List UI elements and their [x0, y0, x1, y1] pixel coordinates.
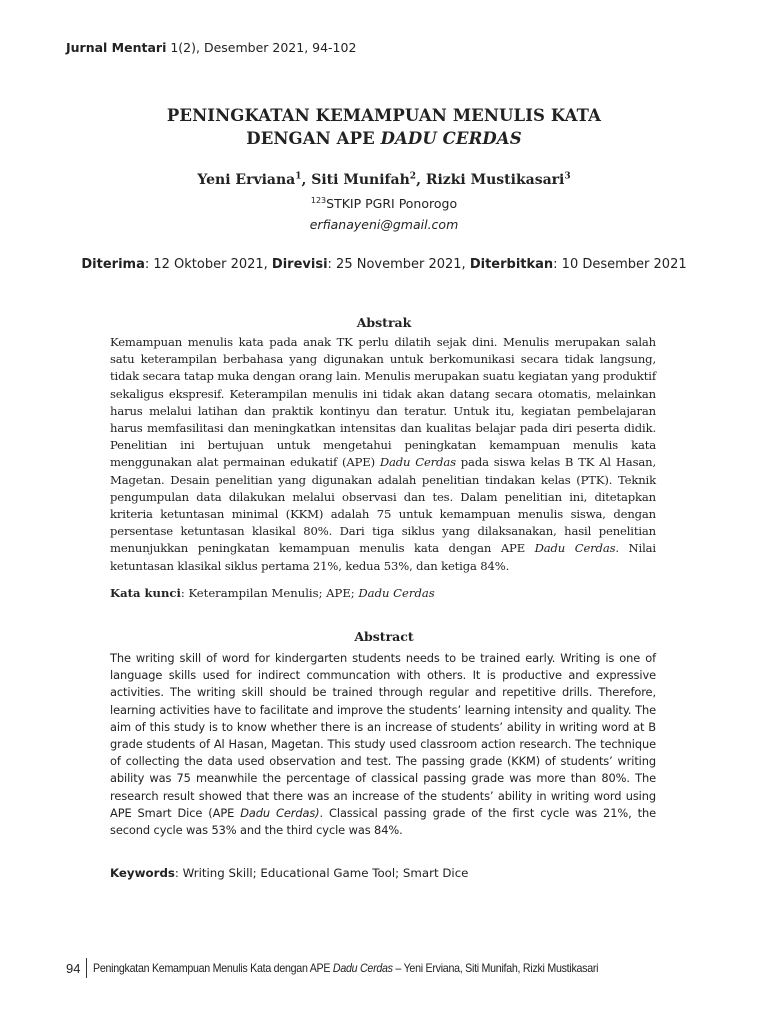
- abstrak-text-2: pada siswa kelas B TK Al Hasan, Magetan. Desain penelitian yang digunakan adalah penelitian tindakan kelas (PTK). Teknik pengumpulan data dilakukan melalui observasi dan tes. Dalam penelitian ini, ditetapkan kriteria ketuntasan minimal (KKM) adalah 75 untuk kemampuan menulis siswa, dengan persentase ketuntasan klasikal 80%. Dari tiga siklus yang dilaksanakan, hasil penelitian menunjukkan peningkatan kemampuan menulis kata dengan APE: [110, 455, 656, 556]
- affiliation-sup: 123: [310, 195, 327, 205]
- author-name: Siti Munifah: [311, 172, 410, 188]
- page-number: 94: [66, 960, 81, 976]
- received-label: Diterima: [81, 257, 145, 272]
- abstrak-body: [110, 334, 656, 575]
- abstrak-text-3: . Nilai ketuntasan klasikal siklus pertama 21%, kedua 53%, dan ketiga 84%.: [110, 541, 656, 573]
- published-label: Diterbitkan: [469, 257, 554, 272]
- abstract-italic-1: Dadu Cerdas): [240, 805, 320, 820]
- author-sep: ,: [301, 172, 312, 188]
- kata-kunci-label: Kata kunci: [110, 586, 181, 600]
- footer-text-suffix: – Yeni Erviana, Siti Munifah, Rizki Mustikasari: [393, 961, 599, 975]
- revised-label: Direvisi: [271, 257, 328, 272]
- journal-header: [66, 40, 356, 55]
- author-sup: 3: [564, 171, 571, 182]
- title-line-2-italic: DADU CERDAS: [380, 129, 522, 148]
- journal-citation: 1(2), Desember 2021, 94-102: [166, 40, 357, 55]
- paper-title: [0, 104, 768, 150]
- revised-date: : 25 November 2021,: [327, 257, 470, 272]
- affiliation-name: STKIP PGRI Ponorogo: [326, 196, 458, 211]
- abstrak-heading: Abstrak: [356, 315, 412, 330]
- kata-kunci-text: : Keterampilan Menulis; APE;: [180, 586, 359, 600]
- footer-running-title: [93, 962, 598, 975]
- author-name: Yeni Erviana: [197, 172, 296, 188]
- author-sup: 1: [295, 171, 302, 182]
- abstrak-text-1: Kemampuan menulis kata pada anak TK perlu dilatih sejak dini. Menulis merupakan salah satu keterampilan berbahasa yang digunakan untuk berkomunikasi secara tidak langsung, tidak secara tatap muka dengan orang lain. Menulis merupakan suatu kegiatan yang produktif sekaligus ekspresif. Keterampilan menulis ini tidak akan datang secara otomatis, melainkan harus melalui latihan dan praktik kontinyu dan teratur. Untuk itu, kegiatan pembelajaran harus memfasilitasi dan meningkatkan intensitas dan kualitas belajar pada diri peserta didik. Penelitian ini bertujuan untuk mengetahui peningkatan kemampuan menulis kata menggunakan alat permainan edukatif (APE): [110, 335, 656, 470]
- abstract-body: [110, 650, 656, 839]
- author-name: Rizki Mustikasari: [425, 172, 565, 188]
- abstrak-italic-1: Dadu Cerdas: [379, 455, 456, 470]
- keywords-text: : Writing Skill; Educational Game Tool; Smart Dice: [174, 866, 469, 880]
- title-line-1: PENINGKATAN KEMAMPUAN MENULIS KATA: [166, 106, 602, 125]
- abstract-text-2: . Classical passing grade of the first cycle was 21%, the second cycle was 53% and the third cycle was 84%.: [110, 805, 656, 838]
- abstrak-italic-2: Dadu Cerdas: [534, 541, 616, 556]
- kata-kunci: [110, 586, 656, 600]
- kata-kunci-italic: Dadu Cerdas: [358, 586, 435, 600]
- abstract-heading: Abstract: [354, 629, 414, 644]
- abstract-text-1: The writing skill of word for kindergarten students needs to be trained early. Writing is one of language skills used for indirect communcation with others. It is productive and expressive activities. The writing skill should be trained through regular and repetitive drills. Therefore, learning activities have to facilitate and improve the students’ learning intensity and quality. The aim of this study is to know whether there is an increase of students’ ability in writing word at B grade students of Al Hasan, Magetan. This study used classroom action research. The technique of collecting the data used observation and test. The passing grade (KKM) of students’ writing ability was 75 meanwhile the percentage of classical passing grade was more than 80%. The research result showed that there was an increase of the students’ ability in writing word using APE Smart Dice (APE: [110, 651, 656, 820]
- title-line-2: [0, 127, 768, 150]
- footer-text-italic: Dadu Cerdas: [333, 961, 394, 975]
- footer-divider: [86, 958, 87, 978]
- received-date: : 12 Oktober 2021,: [144, 257, 272, 272]
- affiliation: [0, 196, 768, 211]
- keywords-label: Keywords: [110, 866, 175, 880]
- author-sup: 2: [409, 171, 417, 182]
- page-footer: [66, 958, 643, 978]
- author-list: [0, 172, 768, 188]
- keywords: [110, 866, 656, 880]
- published-date: : 10 Desember 2021: [553, 257, 687, 272]
- author-sep: ,: [416, 172, 426, 188]
- author-email: erfianayeni@gmail.com: [309, 217, 459, 232]
- publication-dates: [0, 257, 768, 272]
- journal-name: Jurnal Mentari: [66, 40, 167, 55]
- footer-text-prefix: Peningkatan Kemampuan Menulis Kata dengan APE: [93, 961, 334, 975]
- title-line-2-prefix: DENGAN APE: [246, 129, 381, 148]
